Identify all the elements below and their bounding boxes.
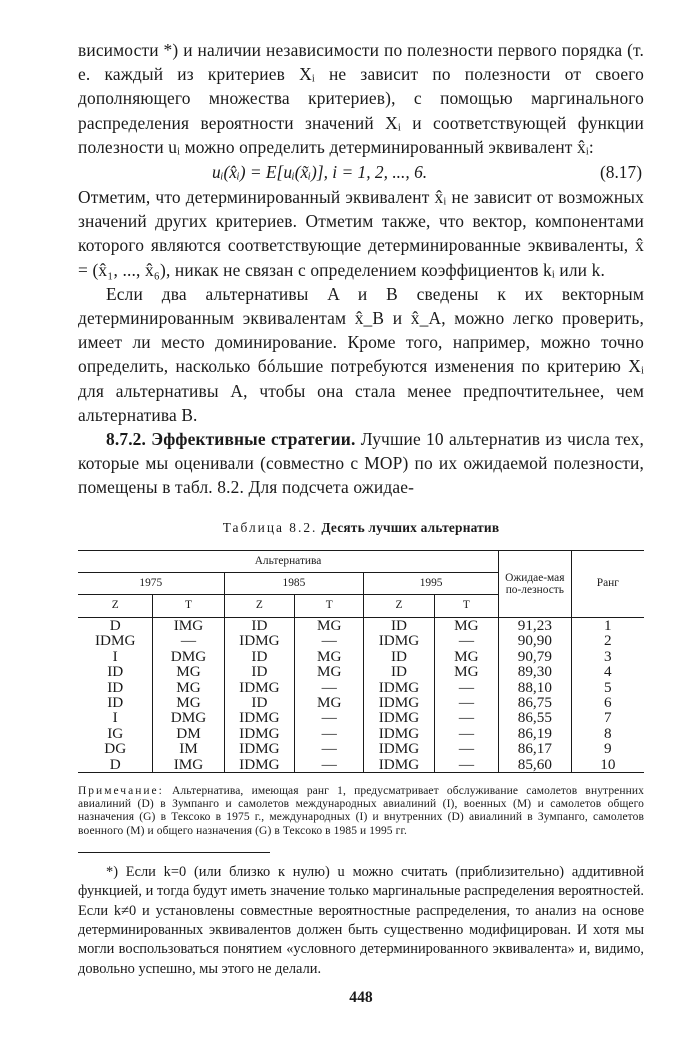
cell-util: 89,30	[499, 664, 572, 679]
header-rank: Ранг	[571, 550, 644, 617]
footnote: *) Если k=0 (или близко к нулю) u можно считать (приблизительно) аддитивной функцией, и тогда будут иметь значение только маргинальные распределения вероятностей. Если k≠0 и установлены совместные вероятностные распределения, то анализ на основе детерминированных эквивалентов должен быть существенно модифицирован. И хотя мы могли воспользоваться понятием «условного детерминированного эквивалента» и, видимо, довольно успешно, мы этого не делали.	[78, 863, 644, 977]
cell-rank: 4	[571, 664, 644, 679]
cell-t95: —	[434, 757, 498, 773]
cell-t75: IM	[153, 741, 224, 756]
cell-z85: IDMG	[224, 710, 295, 725]
header-year-1985: 1985	[224, 573, 364, 595]
header-expected-utility: Ожидае-мая по-лезность	[499, 550, 572, 617]
cell-t95: —	[434, 633, 498, 648]
header-t-1995: T	[434, 595, 498, 617]
table-body	[78, 617, 644, 772]
cell-z75: DG	[104, 740, 127, 758]
page-number: 448	[349, 989, 373, 1007]
table-row	[78, 741, 644, 756]
table-note	[78, 785, 644, 838]
cell-z95: IDMG	[364, 757, 435, 773]
cell-t95: —	[434, 741, 498, 756]
paragraph-3: Если два альтернативы A и B сведены к их векторным детерминированным эквивалентам x̂_B и x̂_A, можно легко проверить, имеет ли место доминирование. Кроме того, например, можно точно определить, насколько бóльшие потребуются изменения по критерию Xᵢ для альтернативы A, чтобы она стала менее предпочтительнее, чем альтернатива B.	[78, 283, 644, 425]
cell-t95: MG	[434, 617, 498, 633]
paragraph-2: Отметим, что детерминированный эквивалент x̂ᵢ не зависит от возможных значений других критериев. Отметим также, что вектор, компонентами которого являются соответствующие детерминированные эквиваленты, x̂ = (x̂₁, ..., x̂₆), никак не связан с определением коэффициентов kᵢ или k.	[78, 187, 644, 280]
footnote-rule	[78, 852, 270, 853]
cell-rank: 5	[571, 680, 644, 695]
table-row	[78, 710, 644, 725]
cell-t75: IMG	[153, 757, 224, 773]
cell-t85: MG	[295, 664, 364, 679]
cell-t75: MG	[153, 680, 224, 695]
cell-rank: 10	[571, 757, 644, 773]
cell-z85: ID	[224, 664, 295, 679]
cell-z85: IDMG	[224, 741, 295, 756]
cell-t95: —	[434, 695, 498, 710]
cell-z75: D	[109, 616, 121, 634]
cell-t75: DM	[153, 726, 224, 741]
header-t-1985: T	[295, 595, 364, 617]
cell-z95: IDMG	[364, 726, 435, 741]
formula-8-17	[78, 159, 644, 185]
cell-util: 91,23	[499, 617, 572, 633]
cell-z85: IDMG	[224, 680, 295, 695]
header-z-1995: Z	[364, 595, 435, 617]
header-z-1985: Z	[224, 595, 295, 617]
cell-z95: ID	[364, 664, 435, 679]
table-title	[78, 520, 644, 536]
cell-z75: D	[109, 755, 121, 773]
cell-z85: IDMG	[224, 726, 295, 741]
cell-t75: DMG	[153, 710, 224, 725]
cell-t75: MG	[153, 664, 224, 679]
cell-t85: —	[295, 633, 364, 648]
table-note-label: Примечание:	[78, 784, 164, 797]
cell-z95: IDMG	[364, 741, 435, 756]
cell-t85: —	[295, 680, 364, 695]
alternatives-table	[78, 550, 644, 773]
cell-t75: DMG	[153, 649, 224, 664]
formula-expression: uᵢ(x̂ᵢ) = E[uᵢ(x̃ᵢ)], i = 1, 2, ..., 6.	[212, 162, 428, 183]
cell-z95: IDMG	[364, 710, 435, 725]
cell-z85: IDMG	[224, 757, 295, 773]
cell-t75: MG	[153, 695, 224, 710]
cell-rank: 2	[571, 633, 644, 648]
cell-t75: IMG	[153, 617, 224, 633]
cell-t85: MG	[295, 649, 364, 664]
cell-util: 88,10	[499, 680, 572, 695]
cell-util: 86,19	[499, 726, 572, 741]
cell-t85: MG	[295, 617, 364, 633]
table-caption-title: Десять лучших альтернатив	[321, 519, 500, 535]
cell-z75: I	[112, 647, 118, 665]
cell-t95: MG	[434, 664, 498, 679]
cell-t95: —	[434, 710, 498, 725]
cell-t85: MG	[295, 695, 364, 710]
cell-rank: 7	[571, 710, 644, 725]
header-year-1975: 1975	[139, 577, 163, 590]
cell-z75: ID	[107, 693, 124, 711]
cell-z85: ID	[224, 695, 295, 710]
header-alternative: Альтернатива	[78, 550, 499, 572]
table-row	[78, 695, 644, 710]
formula-number: (8.17)	[599, 162, 642, 183]
table-row	[78, 633, 644, 648]
cell-rank: 6	[571, 695, 644, 710]
cell-util: 90,90	[499, 633, 572, 648]
cell-z95: IDMG	[364, 695, 435, 710]
cell-util: 86,17	[499, 741, 572, 756]
cell-util: 85,60	[499, 757, 572, 773]
table-row	[78, 757, 644, 773]
cell-t75: —	[153, 633, 224, 648]
cell-z95: ID	[364, 617, 435, 633]
table-note-text: Альтернатива, имеющая ранг 1, предусматривает обслуживание самолетов внутренних авиалиний (D) в Зумпанго и самолетов международных авиалиний (I), военных (M) и самолетов общего назначения (G) в Тексоко в 1975 г., международных (I) и внутренних (D) авиалиний в Зумпанго, самолетов военного (M) и общего назначения (G) в Тексоко в 1985 и 1995 гг.	[78, 784, 644, 837]
cell-util: 90,79	[499, 649, 572, 664]
cell-z75: ID	[107, 663, 124, 681]
cell-z75: I	[112, 709, 118, 727]
table-row	[78, 664, 644, 679]
cell-z95: ID	[364, 649, 435, 664]
cell-util: 86,75	[499, 695, 572, 710]
cell-z85: IDMG	[224, 633, 295, 648]
cell-z75: ID	[107, 678, 124, 696]
table-row	[78, 726, 644, 741]
paragraph-4	[78, 427, 644, 500]
header-t-1975: T	[153, 595, 224, 617]
cell-z75: IDMG	[94, 632, 136, 650]
cell-t85: —	[295, 726, 364, 741]
cell-util: 86,55	[499, 710, 572, 725]
cell-rank: 9	[571, 741, 644, 756]
cell-rank: 3	[571, 649, 644, 664]
table-row	[78, 617, 644, 633]
paragraph-4-text: Лучшие 10 альтернатив из числа тех, которые мы оценивали (совместно с MOP) по их ожидаемой полезности, помещены в табл. 8.2. Для подсчета ожидае-	[78, 429, 644, 498]
header-z-1975: Z	[111, 599, 119, 612]
cell-rank: 8	[571, 726, 644, 741]
cell-z95: IDMG	[364, 680, 435, 695]
section-heading: 8.7.2. Эффективные стратегии.	[106, 429, 356, 450]
header-year-1995: 1995	[364, 573, 499, 595]
paragraph-1: висимости *) и наличии независимости по полезности первого порядка (т. е. каждый из критериев Xᵢ не зависит по полезности от своего дополняющего множества критериев), с помощью маргинального распределения вероятности значений Xᵢ и соответствующей функции полезности uᵢ можно определить детерминированный эквивалент x̂ᵢ:	[78, 40, 644, 157]
cell-z85: ID	[224, 649, 295, 664]
cell-t95: MG	[434, 649, 498, 664]
page	[78, 38, 644, 1007]
cell-t85: —	[295, 710, 364, 725]
cell-z85: ID	[224, 617, 295, 633]
cell-z75: IG	[107, 724, 124, 742]
cell-t85: —	[295, 757, 364, 773]
cell-z95: IDMG	[364, 633, 435, 648]
cell-t95: —	[434, 726, 498, 741]
table-row	[78, 680, 644, 695]
cell-t95: —	[434, 680, 498, 695]
table-row	[78, 649, 644, 664]
cell-t85: —	[295, 741, 364, 756]
cell-rank: 1	[571, 617, 644, 633]
table-caption-label: Таблица 8.2.	[222, 519, 318, 535]
